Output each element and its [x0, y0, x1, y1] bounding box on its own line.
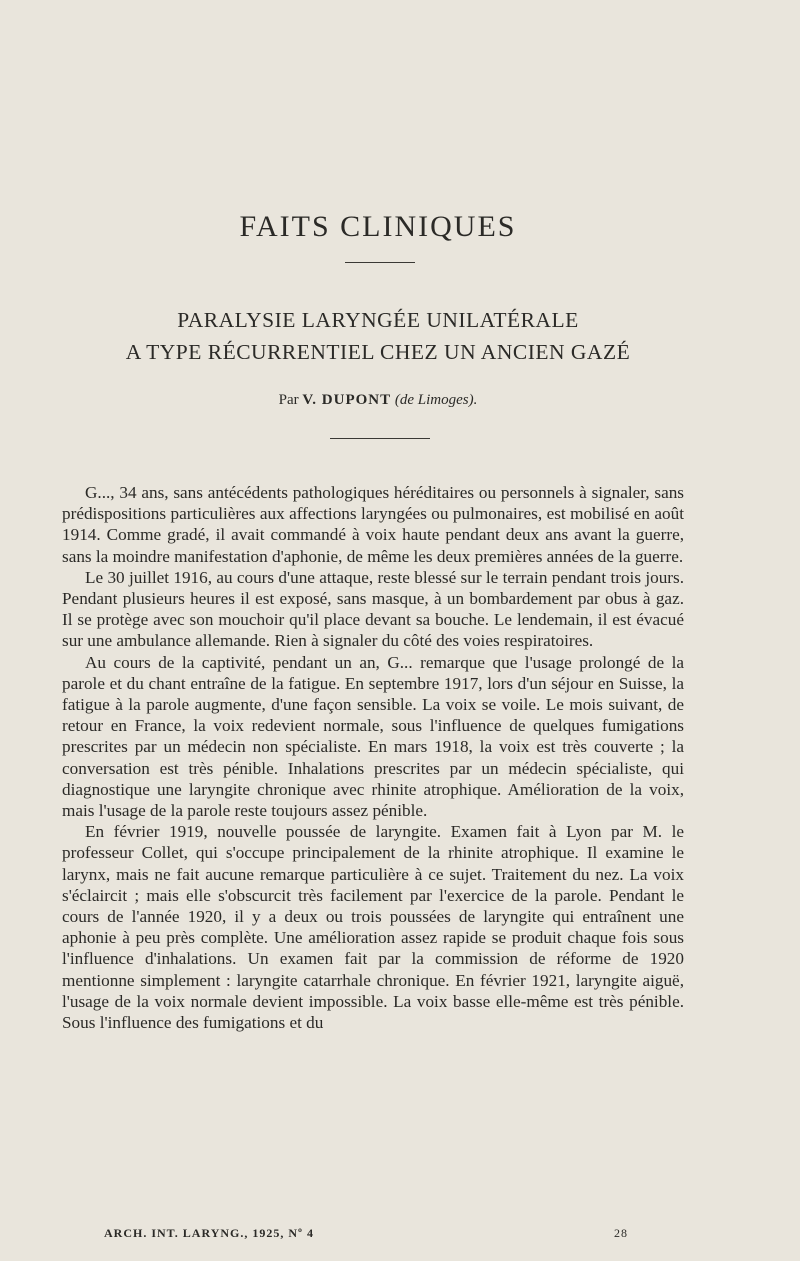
article-title-line-1: PARALYSIE LARYNGÉE UNILATÉRALE — [177, 308, 579, 332]
page-footer — [104, 1226, 628, 1241]
byline-prefix: Par — [278, 392, 299, 408]
title-divider — [345, 262, 415, 263]
author-place: (de Limoges). — [394, 392, 478, 408]
byline-divider — [330, 438, 430, 439]
page-number: 28 — [614, 1226, 628, 1240]
paragraph-4: En février 1919, nouvelle poussée de laryngite. Examen fait à Lyon par M. le professeur Collet, qui s'occupe principalement de la rhinite atrophique. Il examine le larynx, mais ne fait aucune remarque particulière à ce sujet. Traitement du nez. La voix s'éclaircit ; mais elle s'obscurcit très facilement par l'exercice de la parole. Pendant le cours de l'année 1920, il y a deux ou trois poussées de laryngite qui entraînent une aphonie à peu près complète. Une amélioration assez rapide se produit chaque fois sous l'influence d'inhalations. Un examen fait par la commission de réforme de 1920 mentionne simplement : laryngite catarrhale chronique. En février 1921, laryngite aiguë, l'usage de la voix normale devient impossible. La voix basse elle-même est très pénible. Sous l'influence des fumigations et du — [62, 822, 684, 1033]
byline — [0, 392, 756, 409]
journal-reference: ARCH. INT. LARYNG., 1925, Nº 4 — [104, 1226, 314, 1240]
paragraph-3: Au cours de la captivité, pendant un an, G... remarque que l'usage prolongé de la parole et du chant entraîne de la fatigue. En septembre 1917, lors d'un séjour en Suisse, la fatigue à la parole augmente, d'une façon sensible. La voix se voile. Le mois suivant, de retour en France, la voix redevient normale, sous l'influence de quelques fumigations prescrites par un médecin non spécialiste. En mars 1918, la voix est très couverte ; la conversation est très pénible. Inhalations prescrites par un médecin spécialiste, qui diagnostique une laryngite chronique avec rhinite atrophique. Amélioration de la voix, mais l'usage de la parole reste toujours assez pénible. — [62, 652, 684, 821]
section-title: FAITS CLINIQUES — [239, 210, 517, 243]
paragraph-1: G..., 34 ans, sans antécédents pathologiques héréditaires ou personnels à signaler, sans prédispositions particulières aux affections laryngées ou pulmonaires, est mobilisé en août 1914. Comme gradé, il avait commandé à voix haute pendant deux ans avant la guerre, sans la moindre manifestation d'aphonie, de même les deux premières années de la guerre. — [62, 483, 684, 566]
author-name: V. DUPONT — [302, 392, 392, 408]
article-body — [62, 482, 684, 1033]
article-title-line-2: A TYPE RÉCURRENTIEL CHEZ UN ANCIEN GAZÉ — [125, 340, 631, 364]
paragraph-2: Le 30 juillet 1916, au cours d'une attaque, reste blessé sur le terrain pendant trois jours. Pendant plusieurs heures il est exposé, sans masque, à un bombardement par obus à gaz. Il se protège avec son mouchoir qu'il place devant sa bouche. Le lendemain, il est évacué sur une ambulance allemande. Rien à signaler du côté des voies respiratoires. — [62, 567, 684, 651]
